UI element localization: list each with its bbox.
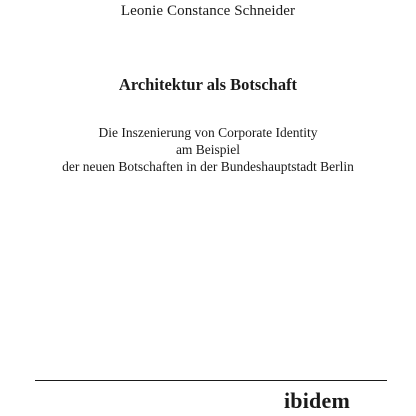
subtitle-line-2: am Beispiel (175, 142, 241, 157)
author-name: Leonie Constance Schneider (120, 3, 296, 19)
publisher-name: ibidem (284, 388, 350, 413)
book-subtitle (0, 124, 416, 175)
divider-rule (35, 380, 387, 381)
subtitle-line-1: Die Inszenierung von Corporate Identity (98, 125, 318, 140)
subtitle-line-3: der neuen Botschaften in der Bundeshauptstadt Berlin (62, 159, 354, 174)
book-title: Architektur als Botschaft (118, 75, 298, 94)
